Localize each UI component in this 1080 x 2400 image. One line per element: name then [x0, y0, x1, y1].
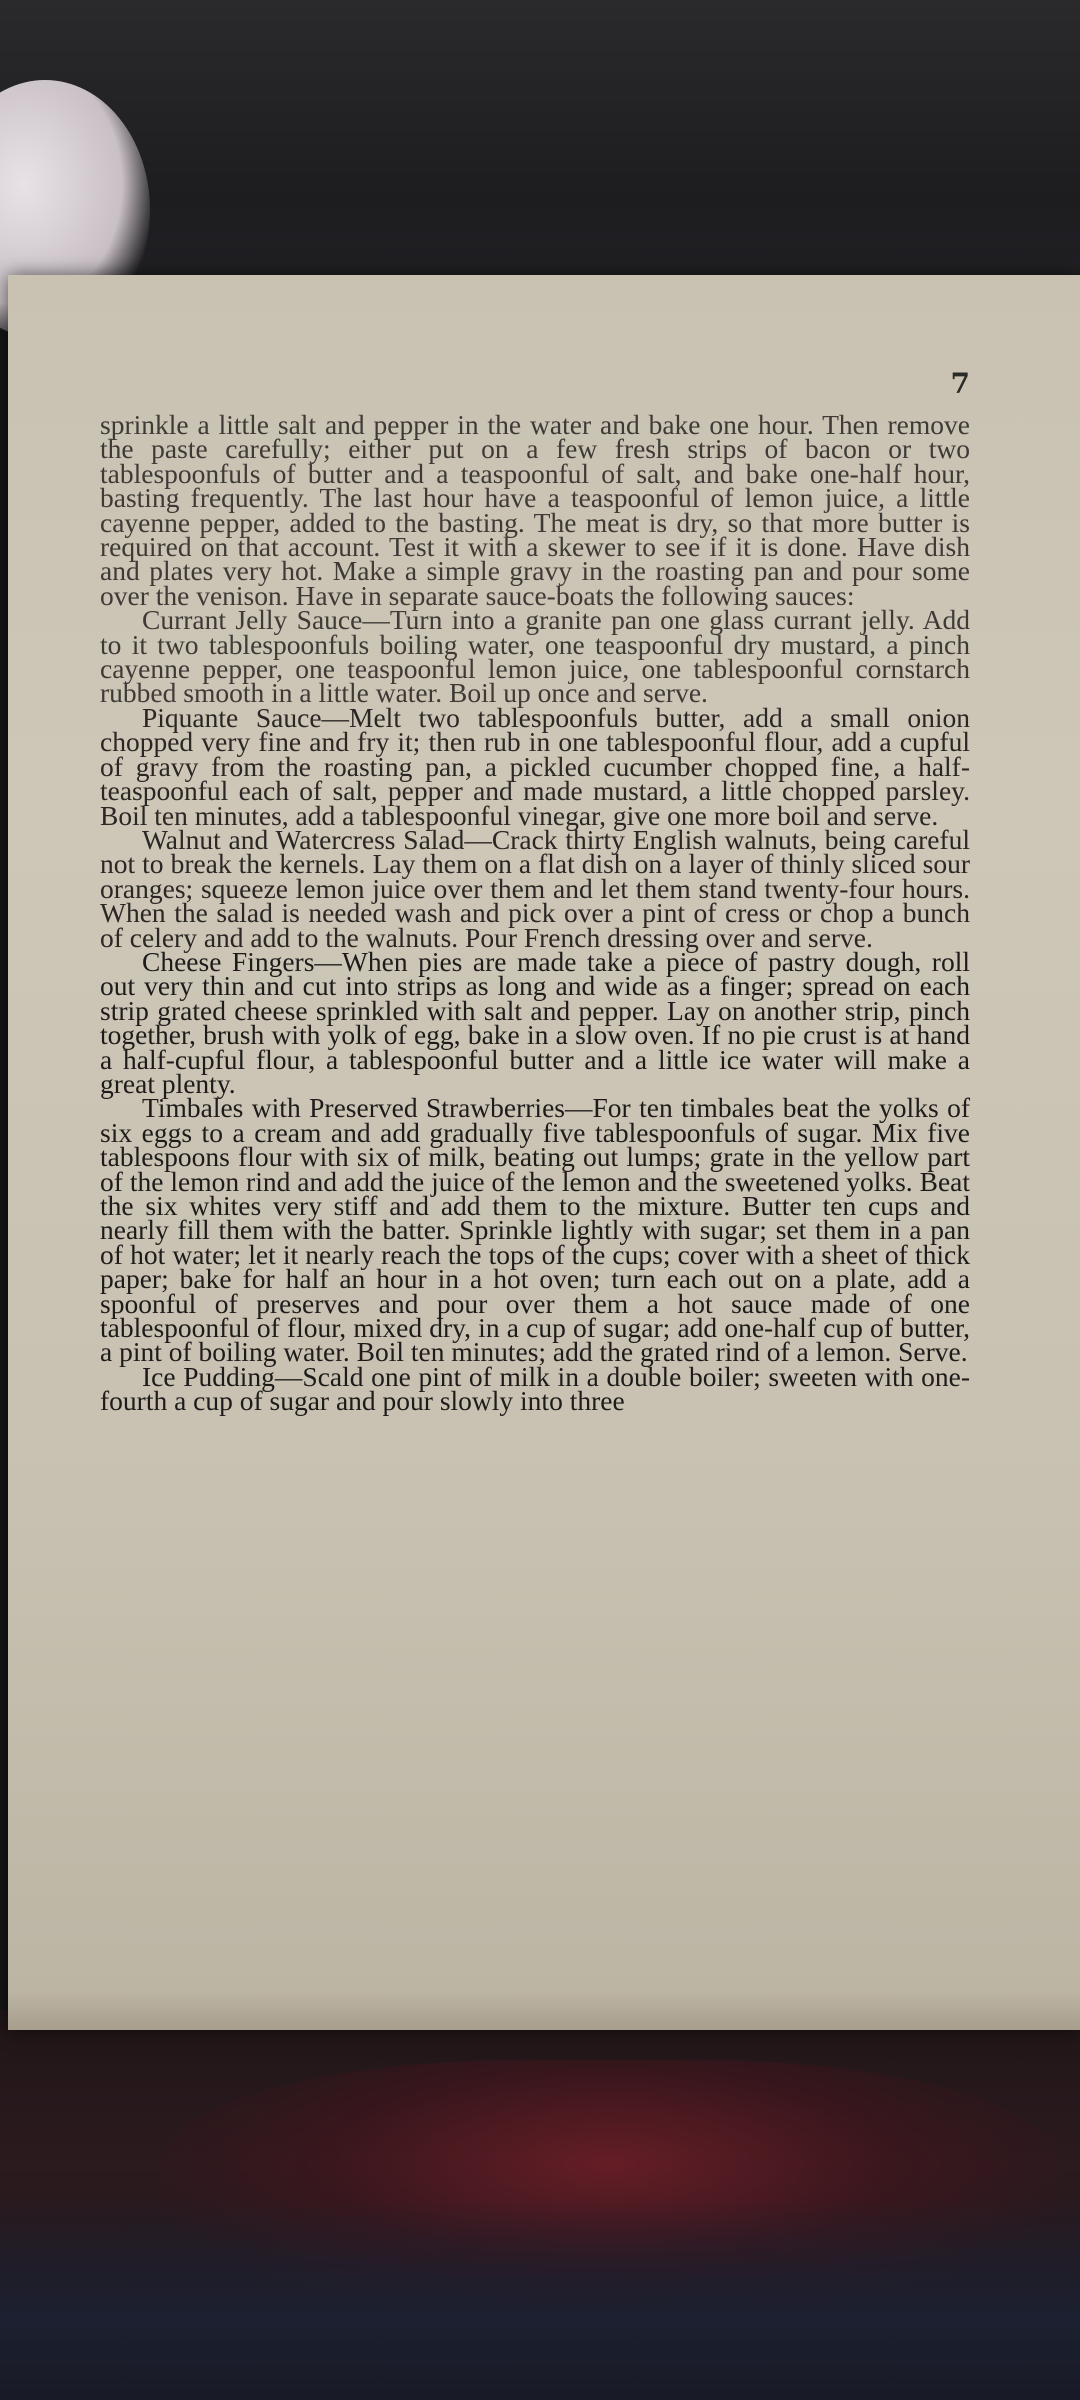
paragraph-ice-pudding: Ice Pudding—Scald one pint of milk in a double boiler; sweeten with one-fourth a cup of sugar and pour slowly into three [100, 1360, 970, 1417]
page-text [100, 409, 970, 1417]
paragraph-walnut-watercress-salad: Walnut and Watercress Salad—Crack thirty English walnuts, being careful not to break the kernels. Lay them on a flat dish on a layer of thinly sliced sour oranges; squeeze lemon juice over them and let them stand twenty-four hours. When the salad is needed wash and pick over a pint of cress or chop a bunch of celery and add to the walnuts. Pour French dressing over and serve. [100, 823, 970, 953]
paragraph-timbales: Timbales with Preserved Strawberries—For ten timbales beat the yolks of six eggs to a cream and add gradually five tablespoonfuls of sugar. Mix five tablespoons flour with six of milk, beating out lumps; grate in the yellow part of the lemon rind and add the juice of the lemon and the sweetened yolks. Beat the six whites very stiff and add them to the mixture. Butter ten cups and nearly fill them with the batter. Sprinkle lightly with sugar; set them in a pan of hot water; let it nearly reach the tops of the cups; cover with a sheet of thick paper; bake for half an hour in a hot oven; turn each out on a plate, add a spoonful of preserves and pour over them a hot sauce made of one tablespoonful of flour, mixed dry, in a cup of sugar; add one-half cup of butter, a pint of boiling water. Boil ten minutes; add the grated rind of a lemon. Serve. [100, 1092, 970, 1368]
paragraph-piquante-sauce: Piquante Sauce—Melt two tablespoonfuls butter, add a small onion chopped very fine and fry it; then rub in one tablespoonful flour, add a cupful of gravy from the roasting pan, a pickled cucumber chopped fine, a half-teaspoonful each of salt, pepper and made mustard, a little chopped parsley. Boil ten minutes, add a tablespoonful vinegar, give one more boil and serve. [100, 701, 970, 831]
background-blue-cloth [0, 2200, 1080, 2400]
paragraph-currant-jelly-sauce: Currant Jelly Sauce—Turn into a granite pan one glass currant jelly. Add to it two tablespoonfuls boiling water, one teaspoonful dry mustard, a pinch cayenne pepper, one teaspoonful lemon juice, one tablespoonful cornstarch rubbed smooth in a little water. Boil up once and serve. [100, 604, 970, 709]
paragraph-cheese-fingers: Cheese Fingers—When pies are made take a piece of pastry dough, roll out very thin and cut into strips as long and wide as a finger; spread on each strip grated cheese sprinkled with salt and pepper. Lay on another strip, pinch together, brush with yolk of egg, bake in a slow oven. If no pie crust is at hand a half-cupful flour, a tablespoonful butter and a little ice water will make a great plenty. [100, 945, 970, 1099]
paragraph-venison-continued: sprinkle a little salt and pepper in the water and bake one hour. Then remove the paste carefully; either put on a few fresh strips of bacon or two tablespoonfuls of butter and a teaspoonful of salt, and bake one-half hour, basting frequently. The last hour have a teaspoonful of lemon juice, a little cayenne pepper, added to the basting. The meat is dry, so that more butter is required on that account. Test it with a skewer to see if it is done. Have dish and plates very hot. Make a simple gravy in the roasting pan and pour some over the venison. Have in separate sauce-boats the following sauces: [100, 409, 970, 611]
page-number: 7 [950, 367, 970, 400]
book-page [8, 275, 1080, 2030]
